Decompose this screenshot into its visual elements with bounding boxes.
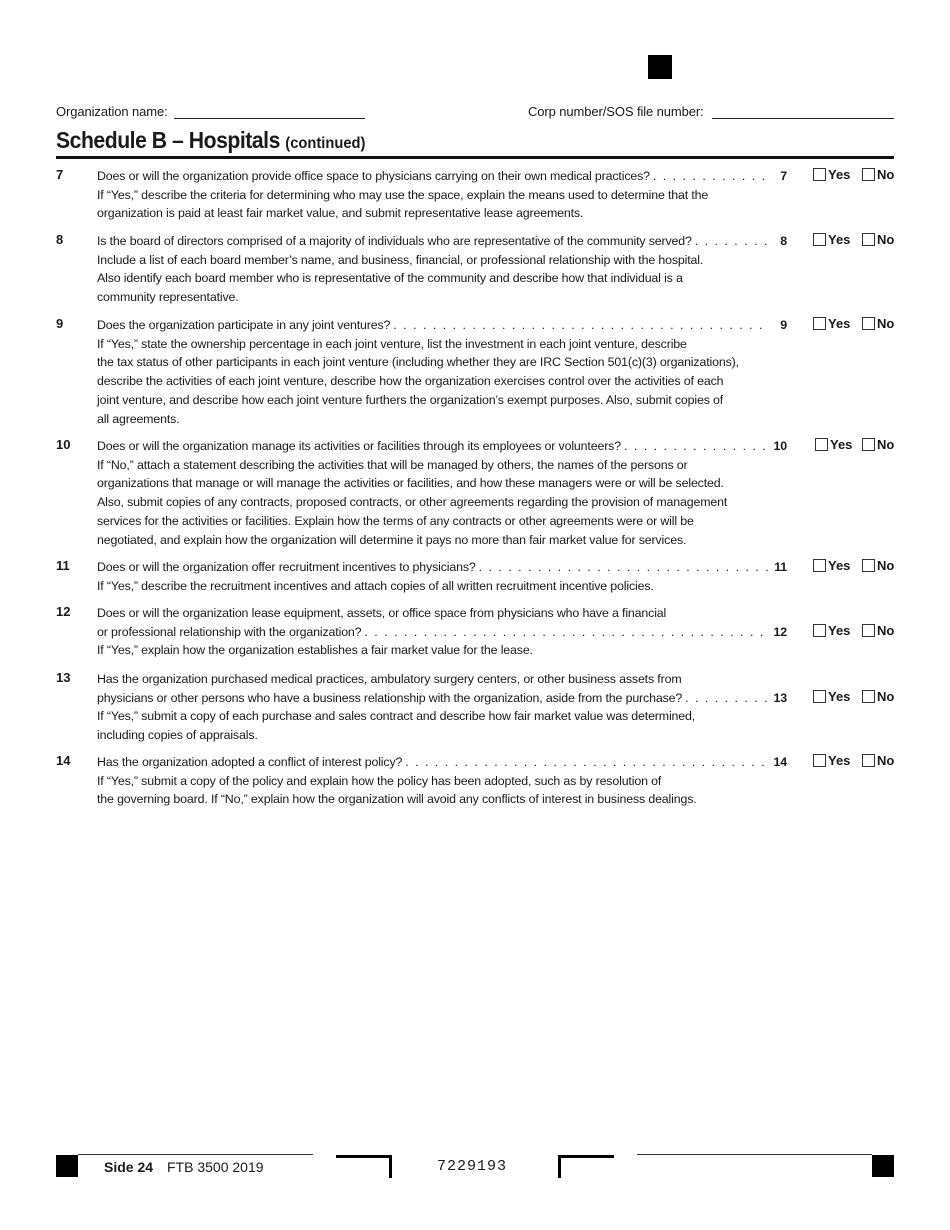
- question-detail: Also, submit copies of any contracts, proposed contracts, or other agreements regarding the provision of management: [97, 495, 728, 510]
- checkbox-box[interactable]: [813, 233, 826, 246]
- question-detail: If “Yes,” submit a copy of each purchase and sales contract and describe how fair market value was determined,: [97, 709, 696, 724]
- footer-corner-right: [558, 1155, 614, 1178]
- question-lead: Has the organization adopted a conflict of interest policy?: [97, 755, 403, 769]
- question-detail: If “No,” attach a statement describing the activities that will be managed by others, the names of the persons or: [97, 457, 688, 472]
- checkbox-box[interactable]: [862, 754, 875, 767]
- question-text: [97, 316, 787, 428]
- title-main: Schedule B – Hospitals: [56, 127, 280, 153]
- yes-label: Yes: [828, 558, 851, 573]
- yes-label: Yes: [828, 689, 851, 704]
- yes-label: Yes: [828, 753, 851, 768]
- checkbox-box[interactable]: [813, 754, 826, 767]
- checkbox-box[interactable]: [815, 438, 828, 451]
- checkbox-box[interactable]: [813, 624, 826, 637]
- checkbox-box[interactable]: [813, 559, 826, 572]
- question-text: [97, 558, 787, 595]
- no-label: No: [877, 689, 895, 704]
- checkbox-box[interactable]: [862, 168, 875, 181]
- question-number: 8: [56, 232, 64, 247]
- question-lead: Does or will the organization manage its activities or facilities through its employees or volunteers?: [97, 439, 621, 453]
- question-number: 7: [56, 167, 64, 182]
- checkbox-box[interactable]: [813, 168, 826, 181]
- question-lead: Is the board of directors comprised of a majority of individuals who are representative of the community served?: [97, 234, 692, 248]
- question-detail: If “Yes,” explain how the organization establishes a fair market value for the lease.: [97, 643, 533, 658]
- question-detail: If “Yes,” describe the recruitment incentives and attach copies of all written recruitment incentive policies.: [97, 578, 654, 593]
- no-checkbox-7[interactable]: [862, 167, 894, 182]
- footer-mark-left: [56, 1155, 78, 1177]
- line-number: 12: [773, 624, 787, 639]
- question-detail: all agreements.: [97, 411, 180, 426]
- line-number: 10: [773, 439, 787, 453]
- question-detail: Also identify each board member who is representative of the community and describe how that individual is a: [97, 271, 683, 286]
- question-number: 14: [56, 753, 71, 768]
- question-text: [97, 232, 787, 307]
- question-pre: Does or will the organization lease equipment, assets, or office space from physicians who have a financial: [97, 606, 667, 620]
- yes-checkbox-8[interactable]: [813, 232, 850, 247]
- checkbox-box[interactable]: [862, 624, 875, 637]
- question-lead: Does the organization participate in any joint ventures?: [97, 318, 391, 332]
- yes-label: Yes: [828, 167, 851, 182]
- question-detail: organization is paid at least fair market value, and submit representative lease agreements.: [97, 206, 584, 221]
- checkbox-box[interactable]: [813, 317, 826, 330]
- yes-checkbox-13[interactable]: [813, 689, 850, 704]
- no-label: No: [877, 437, 895, 452]
- checkbox-box[interactable]: [862, 317, 875, 330]
- question-detail: community representative.: [97, 290, 239, 305]
- no-checkbox-13[interactable]: [862, 689, 894, 704]
- line-number: 7: [780, 169, 787, 183]
- form-id: FTB 3500 2019: [167, 1159, 264, 1175]
- yes-label: Yes: [828, 232, 851, 247]
- no-checkbox-10[interactable]: [862, 437, 894, 452]
- line-number: 14: [773, 755, 787, 769]
- question-number: 9: [56, 316, 64, 331]
- yes-label: Yes: [828, 623, 851, 638]
- checkbox-box[interactable]: [862, 233, 875, 246]
- question-detail: organizations that manage or will manage the activities or facilities, and how these managers were or will be selected.: [97, 476, 724, 491]
- registration-mark: [648, 55, 672, 79]
- question-detail: including copies of appraisals.: [97, 728, 258, 743]
- question-detail: If “Yes,” submit a copy of the policy and explain how the policy has been adopted, such as by resolution of: [97, 773, 662, 788]
- yes-checkbox-9[interactable]: [813, 316, 850, 331]
- side-number: Side 24: [104, 1159, 154, 1175]
- org-name-label: Organization name:: [56, 104, 168, 119]
- question-detail: If “Yes,” state the ownership percentage in each joint venture, list the investment in each joint venture, describe: [97, 336, 687, 351]
- question-detail: joint venture, and describe how each joint venture furthers the organization’s exempt purposes. Also, submit copies of: [97, 392, 724, 407]
- question-detail: services for the activities or facilities. Explain how the terms of any contracts or other agreements were or will be: [97, 513, 694, 528]
- no-checkbox-9[interactable]: [862, 316, 894, 331]
- corp-number-label: Corp number/SOS file number:: [528, 104, 704, 119]
- no-checkbox-14[interactable]: [862, 753, 894, 768]
- no-label: No: [877, 167, 895, 182]
- line-number: 11: [774, 560, 787, 574]
- question-number: 13: [56, 670, 71, 685]
- line-number: 13: [773, 690, 787, 705]
- yes-label: Yes: [830, 437, 853, 452]
- question-detail: the tax status of other participants in each joint venture (including whether they are IRC Section 501(c)(3) organizations),: [97, 355, 739, 370]
- question-pre: Has the organization purchased medical practices, ambulatory surgery centers, or other business assets from: [97, 672, 682, 686]
- question-text: [97, 437, 787, 549]
- question-detail: the governing board. If “No,” explain how the organization will avoid any conflicts of interest in business dealings.: [97, 792, 697, 807]
- question-detail: If “Yes,” describe the criteria for determining who may use the space, explain the means used to determine that the: [97, 187, 709, 202]
- question-text: [97, 604, 787, 660]
- checkbox-box[interactable]: [862, 559, 875, 572]
- yes-checkbox-11[interactable]: [813, 558, 850, 573]
- footer-mark-right: [872, 1155, 894, 1177]
- title-rule: [56, 156, 894, 159]
- question-lead: physicians or other persons who have a business relationship with the organization, aside from the purchase?: [97, 690, 683, 705]
- no-label: No: [877, 558, 895, 573]
- no-label: No: [877, 753, 895, 768]
- no-checkbox-11[interactable]: [862, 558, 894, 573]
- footer-line-left: [78, 1154, 313, 1155]
- footer-corner-left: [336, 1155, 392, 1178]
- no-label: No: [877, 232, 895, 247]
- yes-checkbox-10[interactable]: [815, 437, 852, 452]
- yes-label: Yes: [828, 316, 851, 331]
- question-detail: negotiated, and explain how the organization will determine it pays no more than fair market value for services.: [97, 532, 687, 547]
- no-checkbox-12[interactable]: [862, 623, 894, 638]
- line-number: 9: [780, 318, 787, 332]
- question-lead: or professional relationship with the organization?: [97, 624, 362, 639]
- question-number: 10: [56, 437, 71, 452]
- footer-line-right: [637, 1154, 872, 1155]
- line-number: 8: [780, 234, 787, 248]
- checkbox-box[interactable]: [813, 690, 826, 703]
- no-checkbox-8[interactable]: [862, 232, 894, 247]
- question-text: [97, 753, 787, 809]
- question-detail: Include a list of each board member’s name, and business, financial, or professional relationship with the hospital.: [97, 252, 704, 267]
- question-number: 12: [56, 604, 71, 619]
- question-text: [97, 167, 787, 223]
- no-label: No: [877, 623, 895, 638]
- question-lead: Does or will the organization offer recruitment incentives to physicians?: [97, 560, 476, 574]
- no-label: No: [877, 316, 895, 331]
- yes-checkbox-14[interactable]: [813, 753, 850, 768]
- org-name-field[interactable]: [174, 104, 365, 119]
- question-lead: Does or will the organization provide office space to physicians carrying on their own medical practices?: [97, 169, 650, 183]
- question-detail: describe the activities of each joint venture, describe how the organization exercises control over the activities of each: [97, 374, 724, 389]
- form-code: 7229193: [437, 1158, 508, 1175]
- yes-checkbox-7[interactable]: [813, 167, 850, 182]
- page-title: [56, 127, 365, 154]
- checkbox-box[interactable]: [862, 690, 875, 703]
- title-continued: (continued): [285, 135, 366, 152]
- yes-checkbox-12[interactable]: [813, 623, 850, 638]
- question-text: [97, 670, 787, 745]
- corp-number-field[interactable]: [712, 104, 894, 119]
- checkbox-box[interactable]: [862, 438, 875, 451]
- question-number: 11: [56, 558, 70, 573]
